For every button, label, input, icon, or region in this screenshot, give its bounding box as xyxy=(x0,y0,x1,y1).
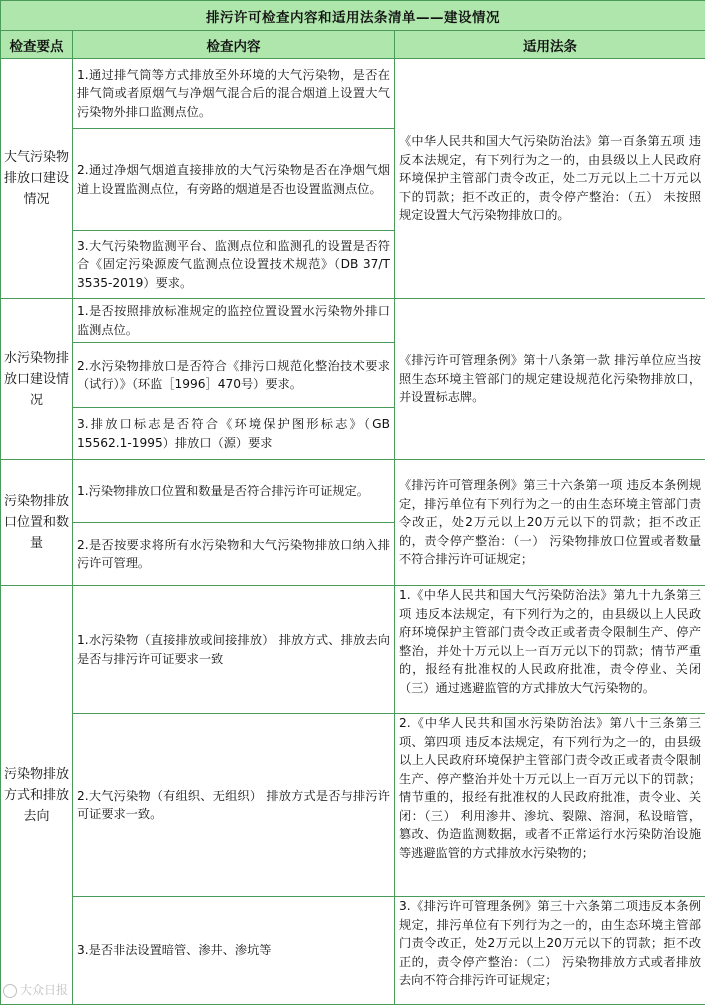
check-content-item: 1.水污染物（直接排放或间接排放） 排放方式、排放去向是否与排污许可证要求一致 xyxy=(73,586,395,714)
check-point-discharge-method: 污染物排放方式和排放去向 xyxy=(1,586,73,1005)
applicable-law: 《排污许可管理条例》第三十六条第一项 违反本条例规定，排污单位有下列行为之一的由生态环境主管部门责令改正，处2万元以上20万元以下的罚款；拒不改正的，责令停产整治：（一） 污染物排放口位置或者数量不符合排污许可证规定； xyxy=(395,460,705,586)
column-header-check-point: 检查要点 xyxy=(1,31,73,59)
watermark-text: 大众日报 xyxy=(20,983,68,997)
check-content-item: 1.是否按照排放标准规定的监控位置设置水污染物外排口监测点位。 xyxy=(73,299,395,343)
check-content-item: 1.通过排气筒等方式排放至外环境的大气污染物，是否在排气筒或者原烟气与净烟气混合后的混合烟道上设置大气污染物外排口监测点位。 xyxy=(73,59,395,129)
check-content-item: 3.排放口标志是否符合《环境保护图形标志》（GB 15562.1-1995）排放口（源）要求 xyxy=(73,408,395,460)
column-header-applicable-law: 适用法条 xyxy=(395,31,705,59)
applicable-law: 《排污许可管理条例》第十八条第一款 排污单位应当按照生态环境主管部门的规定建设规范化污染物排放口，并设置标志牌。 xyxy=(395,299,705,460)
applicable-law: 1.《中华人民共和国大气污染防治法》第九十九条第三项 违反本法规定，有下列行为之的，由县级以上人民政府环境保护主管部门责令改正或者责令限制生产、停产整治，并处十万元以上一百万元以下的罚款；情节严重的，报经有批准权的人民政府批准，责令停业、关闭（三）通过逃避监管的方式排放大气污染物的。 xyxy=(395,586,705,714)
column-header-check-content: 检查内容 xyxy=(73,31,395,59)
check-content-item: 2.大气污染物（有组织、无组织） 排放方式是否与排污许可证要求一致。 xyxy=(73,714,395,897)
check-point-outlet-location: 污染物排放口位置和数量 xyxy=(1,460,73,586)
check-content-item: 2.通过净烟气烟道直接排放的大气污染物是否在净烟气烟道上设置监测点位，有旁路的烟道是否也设置监测点位。 xyxy=(73,129,395,231)
check-content-item: 2.是否按要求将所有水污染物和大气污染物排放口纳入排污许可管理。 xyxy=(73,523,395,586)
watermark-logo-icon xyxy=(3,984,17,998)
applicable-law: 《中华人民共和国大气污染防治法》第一百条第五项 违反本法规定，有下列行为之一的，由县级以上人民政府环境保护主管部门责令改正，处二万元以上二十万元以下的罚款；拒不改正的，责令停产整治：（五） 未按照规定设置大气污染物排放口的。 xyxy=(395,59,705,299)
table-title: 排污许可检查内容和适用法条清单——建设情况 xyxy=(1,1,705,31)
applicable-law: 2.《中华人民共和国水污染防治法》第八十三条第三项、第四项 违反本法规定，有下列行为之一的，由县级以上人民政府环境保护主管部门责令改正或者责令限制生产、停产整治并处十万元以上一百万元以下的罚款；情节重的，报经有批准权的人民政府批准，责令业、关闭：（三） 利用渗井、渗坑、裂隙、溶洞，私设暗管，篡改、伪造监测数据，或者不正常运行水污染防治设施等逃避监管的方式排放水污染物的； xyxy=(395,714,705,897)
applicable-law: 3.《排污许可管理条例》第三十六条第二项违反本条例规定，排污单位有下列行为之一的，由生态环境主管部门责令改正，处2万元以上20万元以下的罚款；拒不改正的，责令停产整治：（二） 污染物排放方式或者排放去向不符合排污许可证规定； xyxy=(395,897,705,1005)
check-point-air-outlet: 大气污染物排放口建设情况 xyxy=(1,59,73,299)
check-content-item: 1.污染物排放口位置和数量是否符合排污许可证规定。 xyxy=(73,460,395,523)
watermark xyxy=(3,981,103,1001)
check-point-water-outlet: 水污染物排放口建设情况 xyxy=(1,299,73,460)
check-content-item: 3.大气污染物监测平台、监测点位和监测孔的设置是否符合《固定污染源废气监测点位设置技术规范》（DB 37/T 3535-2019）要求。 xyxy=(73,231,395,299)
check-content-item: 3.是否非法设置暗管、渗井、渗坑等 xyxy=(73,897,395,1005)
check-content-item: 2.水污染物排放口是否符合《排污口规范化整治技术要求（试行）》（环监［1996］470号）要求。 xyxy=(73,343,395,408)
